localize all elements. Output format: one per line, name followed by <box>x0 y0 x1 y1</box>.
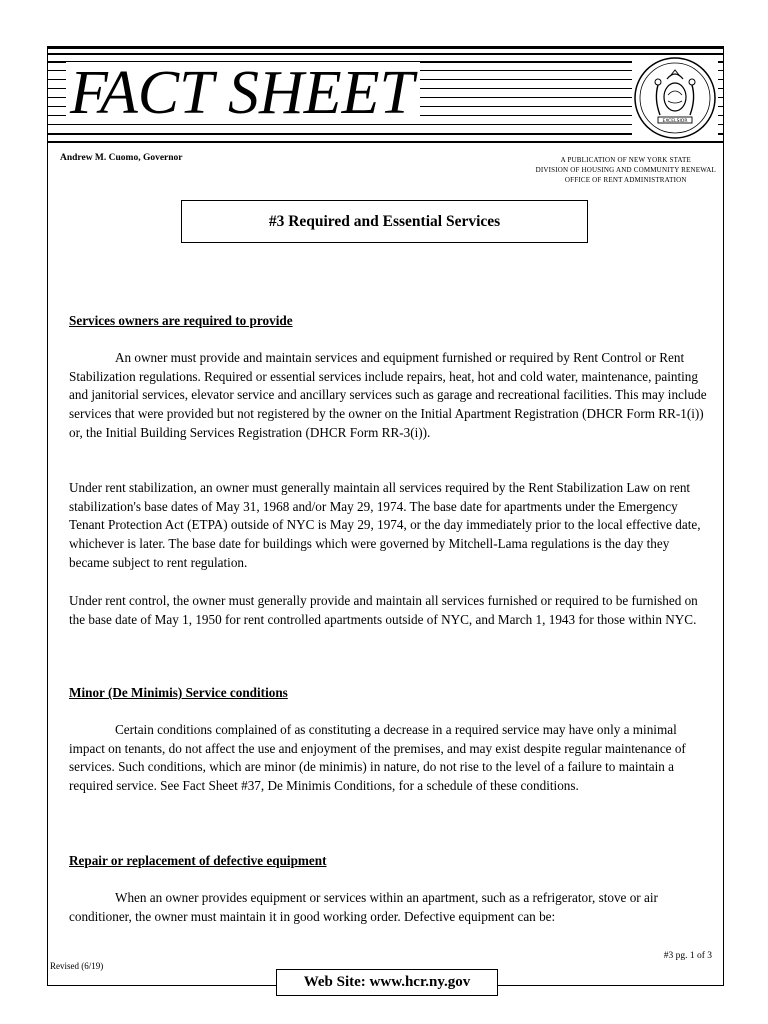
seal-icon <box>632 55 718 141</box>
publication-info <box>536 155 716 185</box>
section-services-required <box>69 312 709 331</box>
fact-sheet-title: FACT SHEET <box>66 62 420 124</box>
section-heading: Services owners are required to provide <box>69 313 293 328</box>
publication-line: DIVISION OF HOUSING AND COMMUNITY RENEWAL <box>535 166 716 174</box>
paragraph <box>69 349 709 443</box>
seal-motto: EXCELSIOR <box>662 119 688 124</box>
paragraph <box>69 592 709 629</box>
revised-date: Revised (6/19) <box>50 961 104 971</box>
paragraph-text: When an owner provides equipment or services within an apartment, such as a refrigerator, stove or air conditioner, the owner must maintain it in good working order. Defective equipment can be: <box>69 890 658 924</box>
section-heading: Repair or replacement of defective equipment <box>69 853 327 868</box>
governor-name: Andrew M. Cuomo, Governor <box>60 153 183 163</box>
paragraph <box>69 889 709 926</box>
paragraph <box>69 479 709 573</box>
publication-line: OFFICE OF RENT ADMINISTRATION <box>564 176 687 184</box>
website-link[interactable]: Web Site: www.hcr.ny.gov <box>276 969 498 996</box>
state-seal <box>632 55 718 141</box>
page-number: #3 pg. 1 of 3 <box>663 951 712 961</box>
paragraph-text: An owner must provide and maintain services and equipment furnished or required by Rent Control or Rent Stabilization regulations. Required or essential services include repairs, heat, hot and cold water, maintenance, painting and janitorial services, elevator service and ancillary services such as garage and recreational facilities. This may include services that were provided but not registered by the owner on the Initial Apartment Registration (DHCR Form RR-1(i)) or, the Initial Building Services Registration (DHCR Form RR-3(i)). <box>69 350 707 440</box>
section-repair-replacement <box>69 852 709 871</box>
paragraph <box>69 721 709 796</box>
section-heading: Minor (De Minimis) Service conditions <box>69 685 288 700</box>
document-title: #3 Required and Essential Services <box>181 200 588 243</box>
paragraph-text: Certain conditions complained of as constituting a decrease in a required service may have only a minimal impact on tenants, do not affect the use and enjoyment of the premises, and may exist despite regular maintenance of services. Such conditions, which are minor (de minimis) in nature, do not rise to the level of a failure to maintain a required service. See Fact Sheet #37, De Minimis Conditions, for a schedule of these conditions. <box>69 722 686 794</box>
publication-line: A PUBLICATION OF NEW YORK STATE <box>560 156 691 164</box>
paragraph-text: Under rent control, the owner must generally provide and maintain all services furnished or required to be furnished on the base date of May 1, 1950 for rent controlled apartments outside of NYC, and March 1, 1943 for those within NYC. <box>69 593 698 627</box>
section-de-minimis <box>69 684 709 703</box>
paragraph-text: Under rent stabilization, an owner must generally maintain all services required by the Rent Stabilization Law on rent stabilization's base dates of May 31, 1968 and/or May 29, 1974. The base date for apartments under the Emergency Tenant Protection Act (ETPA) outside of NYC is May 29, 1974, or the day immediately prior to the local effective date, whichever is later. The base date for buildings which were governed by Mitchell-Lama regulations is the day they became subject to rent regulation. <box>69 480 701 570</box>
